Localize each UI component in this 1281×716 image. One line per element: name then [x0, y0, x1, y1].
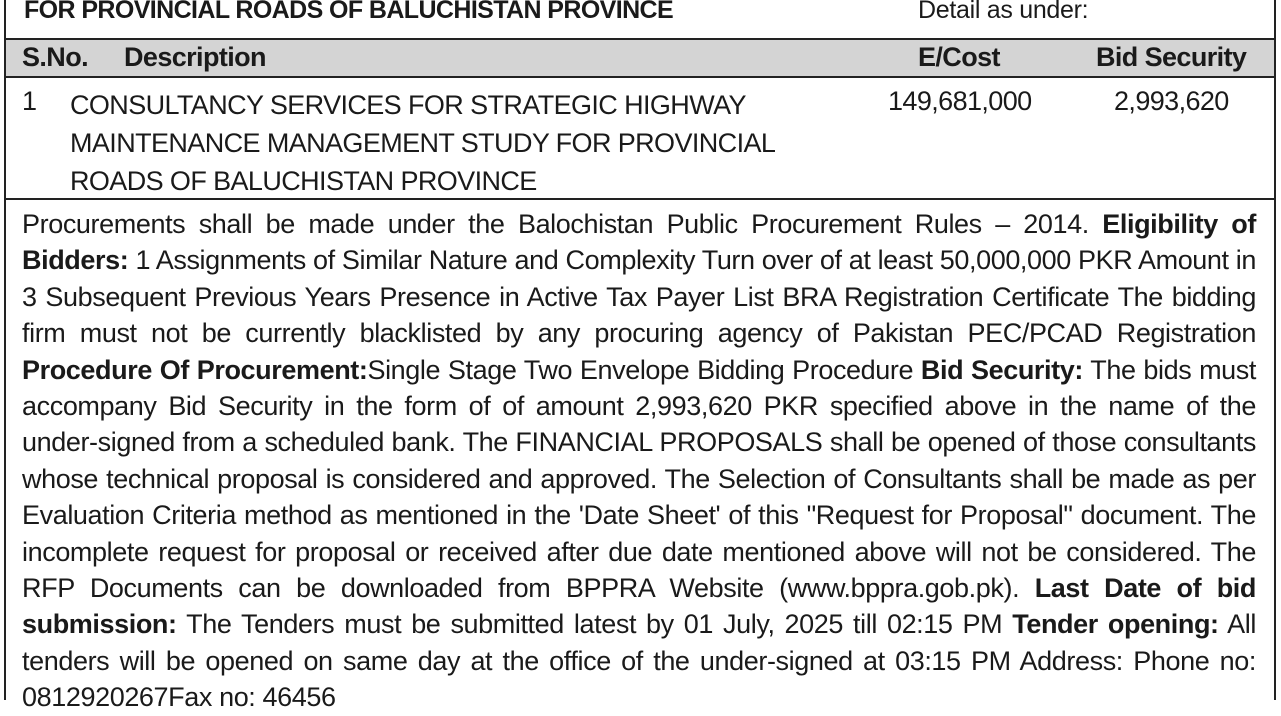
tender-opening-heading: Tender opening: [1012, 609, 1219, 640]
bid-security-text: The bids must accompany Bid Security in the form of of amount 2,993,620 PKR specified above in the name of the under-signed from a scheduled bank. The FINANCIAL PROPOSALS shall be opened of those consultants whose technical proposal is considered and approved. The Selection of Consultants shall be made as per Evaluation Criteria method as mentioned in the 'Date Sheet' of this "Request for Proposal" document. The incomplete request for proposal or received after due date mentioned above will not be considered. The RFP Documents can be downloaded from BPPRA Website (www.bppra.gob.pk). [22, 354, 1256, 604]
header-bid-security: Bid Security [1096, 42, 1247, 72]
last-date-heading: Last Date of bid submission: [22, 573, 1257, 640]
tender-opening-text: All tenders will be opened on same day at the office of the under-signed at 03:15 PM Address: Phone no: 0812920267Fax no: 46456 [22, 609, 1256, 713]
row-estimated-cost: 149,681,000 [888, 86, 1032, 116]
row-description: CONSULTANCY SERVICES FOR STRATEGIC HIGHWAY MAINTENANCE MANAGEMENT STUDY FOR PROVINCIAL ROADS OF BALUCHISTAN PROVINCE [70, 90, 775, 196]
eligibility-heading: Eligibility of Bidders: [22, 209, 1256, 276]
header-description: Description [124, 42, 266, 72]
table-header-row [6, 38, 1274, 78]
header-estimated-cost: E/Cost [918, 42, 1000, 72]
row-sno: 1 [22, 86, 37, 116]
procurement-rules-text: Procurements shall be made under the Balochistan Public Procurement Rules – 2014. [22, 209, 1103, 239]
procedure-heading: Procedure Of Procurement: [22, 354, 368, 385]
tender-notice-frame [4, 0, 1276, 713]
section-divider [6, 198, 1274, 200]
bid-security-heading: Bid Security: [920, 354, 1083, 385]
procedure-text: Single Stage Two Envelope Bidding Procedure [367, 354, 921, 385]
header-sno: S.No. [22, 42, 89, 72]
table-row [6, 78, 1274, 200]
terms-paragraph [22, 206, 1256, 716]
last-date-text: The Tenders must be submitted latest by 01 July, 2025 till 02:15 PM [176, 609, 1013, 640]
eligibility-text: 1 Assignments of Similar Nature and Complexity Turn over of at least 50,000,000 PKR Amount in 3 Subsequent Previous Years Presence in Active Tax Payer List BRA Registration Certificate The bidding firm must not be currently blacklisted by any procuring agency of Pakistan PEC/PCAD Registration [22, 245, 1256, 349]
top-row [6, 0, 1274, 38]
row-bid-security: 2,993,620 [1114, 86, 1229, 116]
detail-as-under-label: Detail as under: [918, 0, 1089, 24]
notice-title-continuation: FOR PROVINCIAL ROADS OF BALUCHISTAN PROVINCE [24, 0, 674, 24]
